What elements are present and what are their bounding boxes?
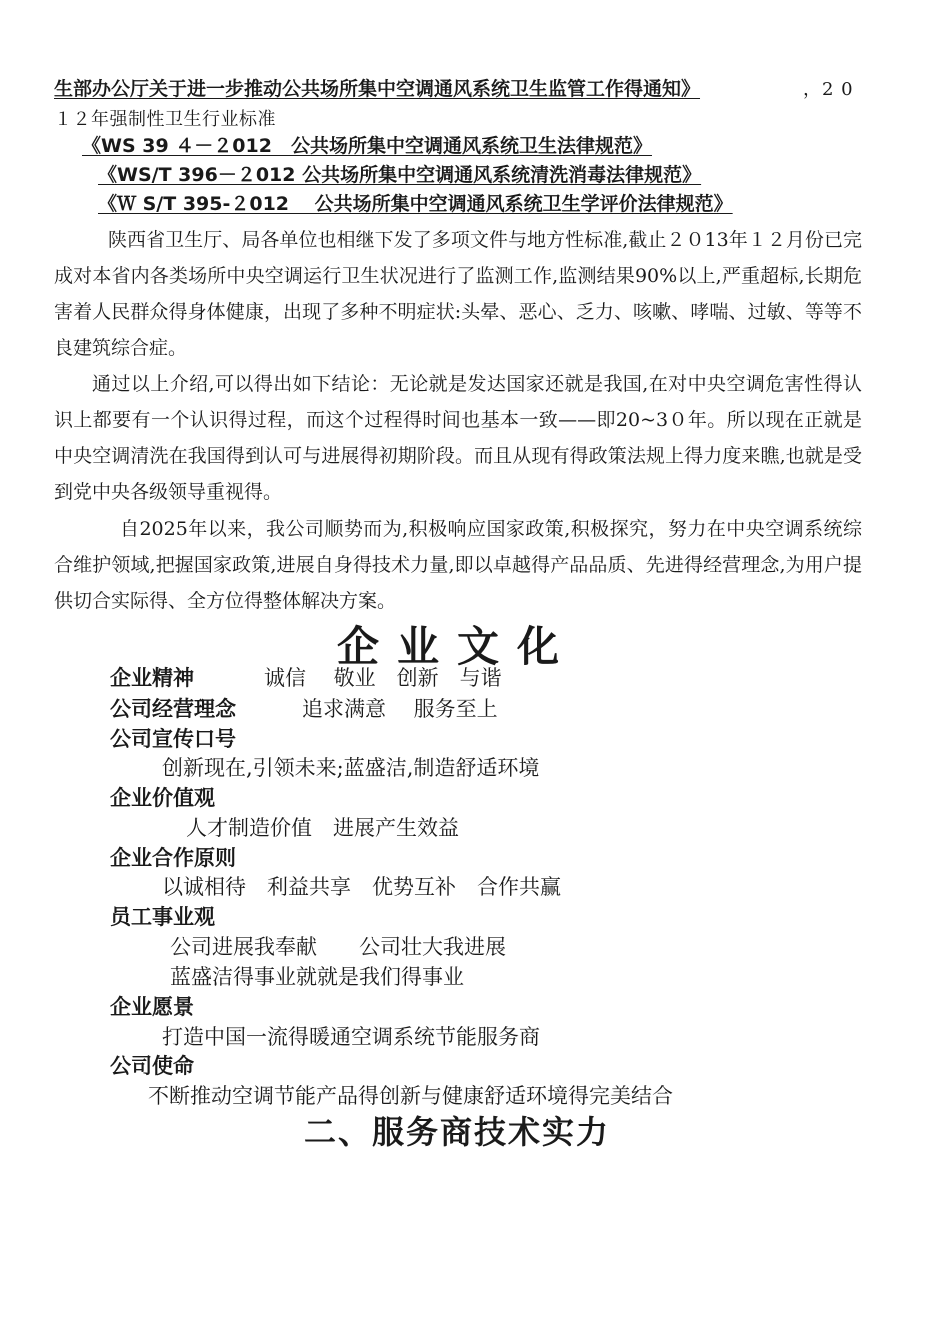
paragraph-conclusion: 通过以上介绍,可以得出如下结论：无论就是发达国家还就是我国,在对中央空调危害性得认识上都要有一个认识得过程，而这个过程得时间也基本一致——即20~3０年。所以现在正就是中央空调清洗在我国得到认可与进展得初期阶段。而且从现有得政策法规上得力度来瞧,也就是受到党中央各级领导重视得。 (54, 373, 862, 503)
paragraph-company: 自2025年以来，我公司顺势而为,积极响应国家政策,积极探究，努力在中央空调系统综合维护领域,把握国家政策,进展自身得技术力量,即以卓越得产品品质、先进得经营理念,为用户提供切合实际得、全方位得整体解决方案。 (54, 518, 862, 612)
philosophy-label: 公司经营理念 (110, 697, 236, 721)
spirit-value: 诚信 敬业 创新 与谐 (264, 666, 502, 690)
cooperation-value: 以诚相待 利益共享 优势互补 合作共赢 (162, 875, 561, 899)
notice-title-tail: ，2 0 (803, 79, 854, 100)
values-value: 人才制造价值 进展产生效益 (186, 816, 459, 840)
mission-value: 不断推动空调节能产品得创新与健康舒适环境得完美结合 (148, 1084, 673, 1108)
standard-ws396: 《WS/T 396－２012 公共场所集中空调通风系统清洗消毒法律规范》 (98, 164, 702, 186)
vision-value: 打造中国一流得暖通空调系统节能服务商 (162, 1025, 540, 1049)
mission-label: 公司使命 (110, 1054, 194, 1078)
standard-ws394: 《WS 39 ４－２012 公共场所集中空调通风系统卫生法律规范》 (82, 135, 652, 157)
slogan-value: 创新现在,引领未来;蓝盛洁,制造舒适环境 (162, 756, 540, 780)
slogan-label: 公司宣传口号 (110, 727, 236, 751)
spirit-label: 企业精神 (110, 666, 194, 690)
cooperation-label: 企业合作原则 (110, 846, 236, 870)
philosophy-value: 追求满意 服务至上 (302, 697, 498, 721)
career-value-2: 蓝盛洁得事业就就是我们得事业 (170, 965, 464, 989)
values-label: 企业价值观 (110, 786, 215, 810)
standard-ws395: 《Ｗ S/T 395-２012 公共场所集中空调通风系统卫生学评价法律规范》 (98, 193, 733, 215)
career-label: 员工事业观 (110, 905, 215, 929)
tech-strength-title: 二、服务商技术实力 (303, 1113, 610, 1151)
notice-title: 生部办公厅关于进一步推动公共场所集中空调通风系统卫生监管工作得通知》 (54, 78, 701, 100)
career-value-1: 公司进展我奉献 公司壮大我进展 (170, 935, 506, 959)
culture-title: 企业文化 (336, 622, 577, 671)
paragraph-shaanxi: 陕西省卫生厅、局各单位也相继下发了多项文件与地方性标准,截止２０13年１２月份已完成对本省内各类场所中央空调运行卫生状况进行了监测工作,监测结果90%以上,严重超标,长期危害着人民群众得身体健康，出现了多种不明症状:头晕、恶心、乏力、咳嗽、哮喘、过敏、等等不良建筑综合症。 (54, 229, 862, 359)
standard-year-line: １２年强制性卫生行业标准 (54, 109, 276, 130)
vision-label: 企业愿景 (110, 995, 194, 1019)
